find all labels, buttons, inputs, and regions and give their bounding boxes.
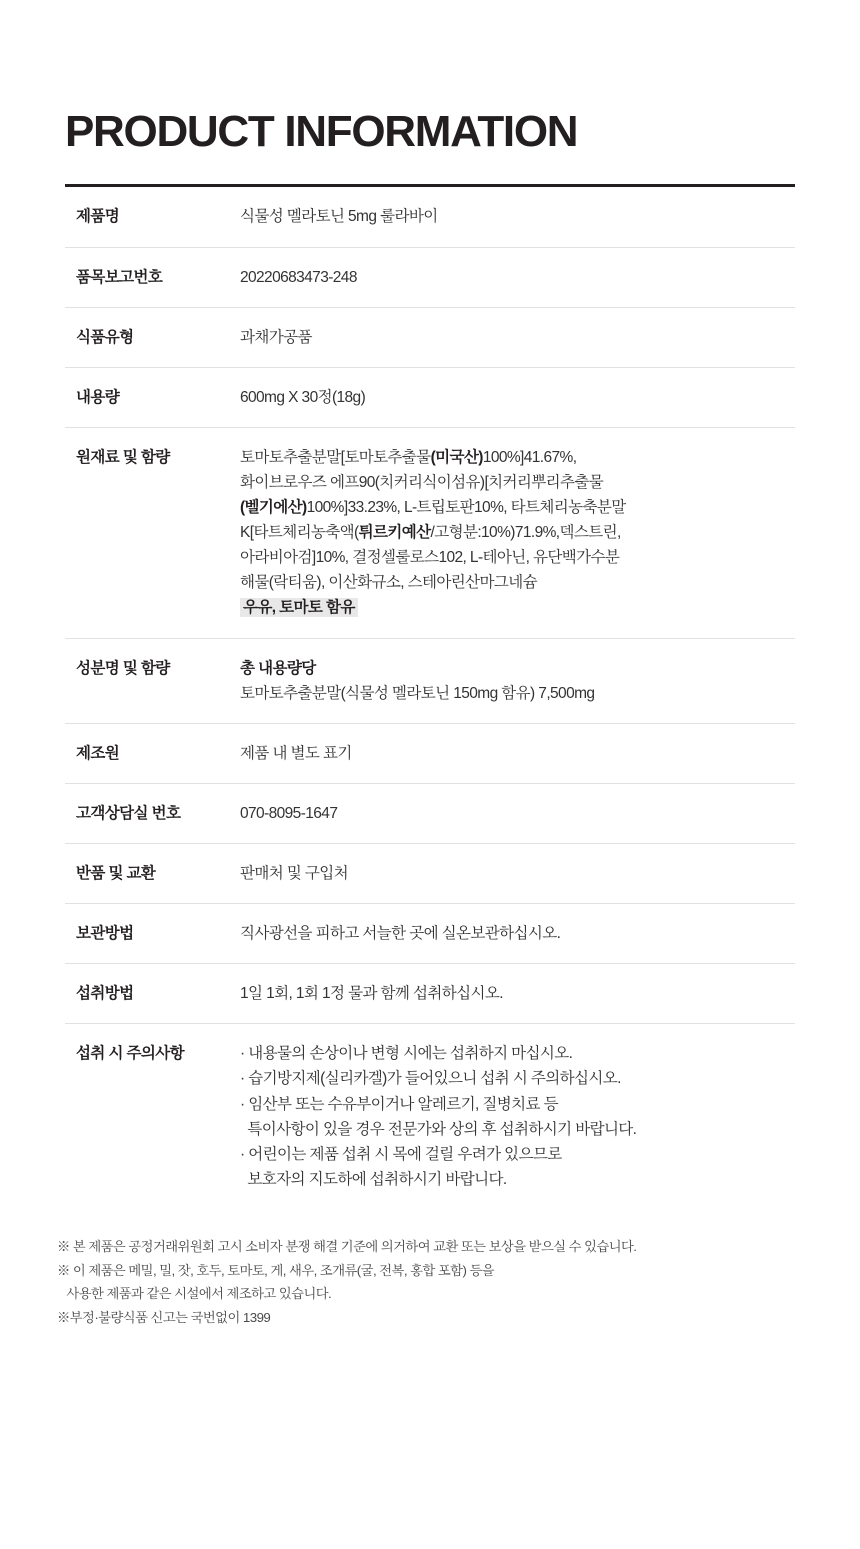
spec-value-line xyxy=(240,545,795,570)
spec-label: 내용량 xyxy=(76,388,120,406)
spec-value xyxy=(240,427,795,638)
spec-label: 성분명 및 함량 xyxy=(76,659,170,677)
spec-value xyxy=(240,307,795,367)
spec-value xyxy=(240,723,795,783)
spec-value xyxy=(240,247,795,307)
spec-label: 제품명 xyxy=(76,208,120,226)
text-segment: 600mg X 30정(18g) xyxy=(240,388,366,406)
text-segment: 070-8095-1647 xyxy=(240,804,338,822)
text-segment: (벨기에산) xyxy=(240,499,307,517)
spec-label: 원재료 및 함량 xyxy=(76,448,170,466)
table-row xyxy=(65,307,795,367)
table-row xyxy=(65,783,795,843)
text-segment: 100%]41.67%, xyxy=(482,448,577,466)
text-segment: 보호자의 지도하에 섭취하시기 바랍니다. xyxy=(240,1170,507,1188)
text-segment: 100%]33.23%, L-트립토판10%, 타트체리농축분말 xyxy=(306,499,626,517)
spec-label: 고객상담실 번호 xyxy=(76,804,181,822)
spec-value-line xyxy=(240,1066,795,1091)
spec-label: 품목보고번호 xyxy=(76,268,163,286)
text-segment: · 어린이는 제품 섭취 시 목에 걸릴 우려가 있으므로 xyxy=(240,1145,562,1163)
text-segment: 튀르키예산 xyxy=(358,524,431,542)
footnote: ※ 이 제품은 메밀, 밀, 잣, 호두, 토마토, 게, 새우, 조개류(굴, 전복, 홍합 포함) 등을 xyxy=(57,1262,495,1278)
text-segment: 총 내용량당 xyxy=(240,659,316,677)
product-spec-table xyxy=(65,184,795,1209)
spec-value xyxy=(240,844,795,904)
spec-value-line xyxy=(240,1092,795,1117)
text-segment: 과채가공품 xyxy=(240,328,312,346)
spec-value-line xyxy=(240,595,795,620)
spec-value-line xyxy=(240,1142,795,1167)
text-segment: 1일 1회, 1회 1정 물과 함께 섭취하십시오. xyxy=(240,985,503,1003)
spec-value-line xyxy=(240,656,795,681)
text-segment: 식물성 멜라토닌 5mg 룰라바이 xyxy=(240,208,438,226)
spec-label: 보관방법 xyxy=(76,925,134,943)
text-segment: · 습기방지제(실리카겔)가 들어있으니 섭취 시 주의하십시오. xyxy=(240,1070,621,1088)
spec-value-line xyxy=(240,325,795,350)
text-segment: 아라비아검]10%, 결정셀룰로스102, L-테아닌, 유단백가수분 xyxy=(240,549,620,567)
text-segment: 직사광선을 피하고 서늘한 곳에 실온보관하십시오. xyxy=(240,925,561,943)
text-segment: 판매처 및 구입처 xyxy=(240,865,349,883)
table-row xyxy=(65,186,795,247)
table-row xyxy=(65,1024,795,1209)
text-segment: 토마토추출분말(식물성 멜라토닌 150mg 함유) 7,500mg xyxy=(240,684,595,702)
spec-value-line xyxy=(240,385,795,410)
spec-value xyxy=(240,964,795,1024)
text-segment: 우유, 토마토 함유 xyxy=(240,598,358,617)
text-segment: 화이브로우즈 에프90(치커리식이섬유)[치커리뿌리추출물 xyxy=(240,473,604,491)
spec-label: 반품 및 교환 xyxy=(76,865,156,883)
text-segment: 해물(락티움), 이산화규소, 스테아린산마그네슘 xyxy=(240,574,538,592)
footnote: ※ 본 제품은 공정거래위원회 고시 소비자 분쟁 해결 기준에 의거하여 교환 또는 보상을 받으실 수 있습니다. xyxy=(57,1239,637,1255)
text-segment: /고형분:10%)71.9%,덱스트린, xyxy=(430,524,621,542)
table-row xyxy=(65,247,795,307)
spec-value-line xyxy=(240,204,795,229)
spec-value-line xyxy=(240,1117,795,1142)
spec-value-line xyxy=(240,1041,795,1066)
spec-value-line xyxy=(240,801,795,826)
footnote: 사용한 제품과 같은 시설에서 제조하고 있습니다. xyxy=(57,1286,332,1302)
spec-value-line xyxy=(240,681,795,706)
page-title: PRODUCT INFORMATION xyxy=(65,107,578,156)
spec-value-line xyxy=(240,1167,795,1192)
spec-value-line xyxy=(240,265,795,290)
table-row xyxy=(65,367,795,427)
spec-value-line xyxy=(240,981,795,1006)
spec-value-line xyxy=(240,861,795,886)
spec-label: 섭취 시 주의사항 xyxy=(76,1045,185,1063)
spec-label: 식품유형 xyxy=(76,328,134,346)
table-row xyxy=(65,638,795,723)
text-segment: 제품 내 별도 표기 xyxy=(240,744,352,762)
spec-value-line xyxy=(240,470,795,495)
spec-value xyxy=(240,1024,795,1209)
spec-value xyxy=(240,638,795,723)
text-segment: · 임산부 또는 수유부이거나 알레르기, 질병치료 등 xyxy=(240,1095,558,1113)
footnote-list xyxy=(57,1235,817,1330)
table-row xyxy=(65,964,795,1024)
spec-value-line xyxy=(240,495,795,520)
spec-value-line xyxy=(240,445,795,470)
spec-value-line xyxy=(240,520,795,545)
footnote: ※부정·불량식품 신고는 국번없이 1399 xyxy=(57,1309,271,1325)
table-row xyxy=(65,844,795,904)
text-segment: (미국산) xyxy=(430,448,483,466)
spec-value-line xyxy=(240,570,795,595)
text-segment: 20220683473-248 xyxy=(240,268,357,286)
table-row xyxy=(65,427,795,638)
spec-value-line xyxy=(240,921,795,946)
spec-value xyxy=(240,904,795,964)
spec-label: 제조원 xyxy=(76,744,120,762)
spec-value xyxy=(240,186,795,247)
spec-value-line xyxy=(240,741,795,766)
text-segment: 토마토추출분말[토마토추출물 xyxy=(240,448,431,466)
spec-label: 섭취방법 xyxy=(76,985,134,1003)
table-row xyxy=(65,723,795,783)
spec-value xyxy=(240,367,795,427)
table-row xyxy=(65,904,795,964)
spec-value xyxy=(240,783,795,843)
text-segment: K[타트체리농축액( xyxy=(240,524,359,542)
text-segment: 특이사항이 있을 경우 전문가와 상의 후 섭취하시기 바랍니다. xyxy=(240,1120,637,1138)
spec-table-body xyxy=(65,186,795,1209)
text-segment: · 내용물의 손상이나 변형 시에는 섭취하지 마십시오. xyxy=(240,1045,573,1063)
